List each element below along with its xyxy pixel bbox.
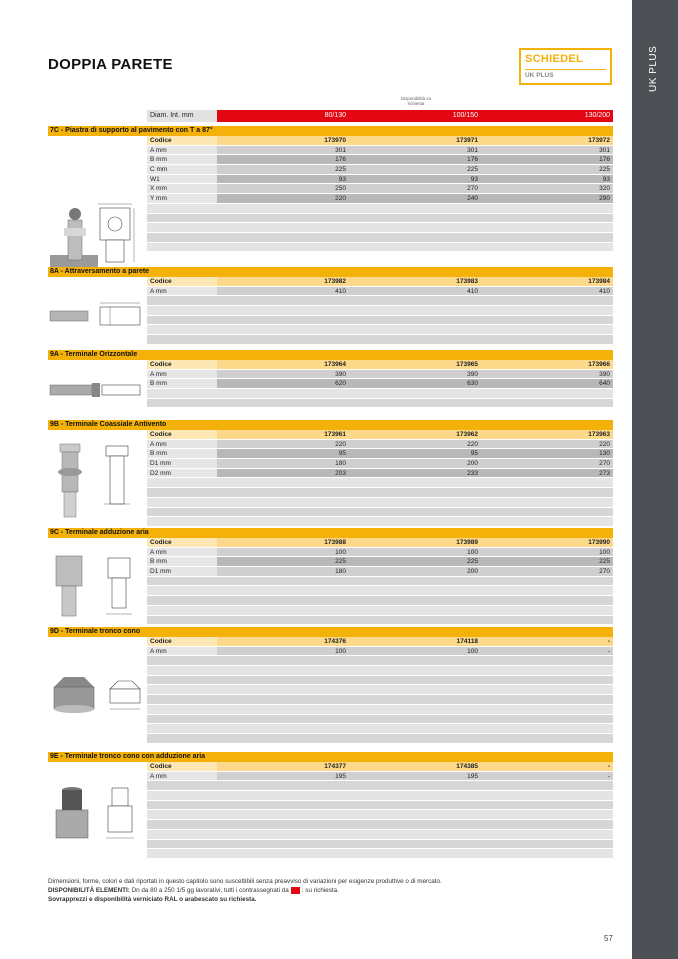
dimension-value: 301 bbox=[467, 146, 478, 154]
spec-table bbox=[147, 277, 613, 345]
code-row bbox=[147, 637, 613, 647]
code-row bbox=[147, 136, 613, 146]
empty-row bbox=[147, 616, 613, 626]
dimension-value: 225 bbox=[467, 166, 478, 174]
spec-table bbox=[147, 637, 613, 744]
dimension-value: 203 bbox=[335, 469, 346, 477]
code-label: Codice bbox=[147, 360, 217, 369]
empty-row bbox=[147, 508, 613, 518]
product-code: 173965 bbox=[456, 361, 478, 368]
empty-row bbox=[147, 695, 613, 705]
logo-brand: SCHIEDEL bbox=[525, 53, 584, 65]
product-code: 173983 bbox=[456, 278, 478, 285]
footer-notes bbox=[48, 877, 608, 904]
dimension-value: 410 bbox=[599, 287, 610, 295]
product-code: 173962 bbox=[456, 431, 478, 438]
dimension-label: C mm bbox=[147, 165, 217, 174]
table-row bbox=[147, 165, 613, 175]
section-title: 7C - Piastra di supporto al pavimento con T a 87° bbox=[48, 126, 613, 136]
dimension-value: 195 bbox=[467, 772, 478, 780]
product-section bbox=[48, 350, 613, 388]
empty-row bbox=[147, 296, 613, 306]
product-code: - bbox=[607, 638, 610, 645]
dimension-label: D1 mm bbox=[147, 567, 217, 576]
product-code: 173961 bbox=[324, 431, 346, 438]
empty-row bbox=[147, 204, 613, 214]
table-row bbox=[147, 567, 613, 577]
empty-row bbox=[147, 517, 613, 527]
empty-row bbox=[147, 498, 613, 508]
product-code: 173971 bbox=[456, 137, 478, 144]
table-row bbox=[147, 459, 613, 469]
spec-table bbox=[147, 360, 613, 408]
dimension-value: 301 bbox=[599, 146, 610, 154]
dimension-value: 225 bbox=[599, 166, 610, 174]
table-row bbox=[147, 194, 613, 204]
dimension-label: A mm bbox=[147, 647, 217, 656]
empty-row bbox=[147, 666, 613, 676]
code-label: Codice bbox=[147, 637, 217, 646]
product-code: 173982 bbox=[324, 278, 346, 285]
product-section bbox=[48, 267, 613, 295]
table-row bbox=[147, 155, 613, 165]
code-row bbox=[147, 430, 613, 440]
dimension-value: 195 bbox=[335, 772, 346, 780]
diameter-values bbox=[217, 110, 613, 122]
table-row bbox=[147, 647, 613, 657]
dimension-value: 220 bbox=[335, 440, 346, 448]
empty-row bbox=[147, 820, 613, 830]
product-code: 174376 bbox=[324, 638, 346, 645]
empty-row bbox=[147, 830, 613, 840]
dimension-value: 176 bbox=[467, 156, 478, 164]
dimension-value: 390 bbox=[599, 370, 610, 378]
empty-row bbox=[147, 478, 613, 488]
dimension-value: 100 bbox=[335, 548, 346, 556]
dimension-label: W1 bbox=[147, 175, 217, 184]
product-code: 173984 bbox=[588, 278, 610, 285]
page-number: 57 bbox=[604, 934, 613, 943]
product-code: 173963 bbox=[588, 431, 610, 438]
empty-row bbox=[147, 306, 613, 316]
product-drawing bbox=[48, 375, 146, 410]
dimension-value: 176 bbox=[599, 156, 610, 164]
product-section bbox=[48, 528, 613, 576]
product-code: 174377 bbox=[324, 763, 346, 770]
product-code: 174385 bbox=[456, 763, 478, 770]
dimension-value: 220 bbox=[599, 440, 610, 448]
spec-table bbox=[147, 762, 613, 859]
spec-table bbox=[147, 136, 613, 252]
footer-line3: Sovrapprezzi e disponibilità verniciato RAL o arabescato su richiesta. bbox=[48, 896, 257, 903]
empty-row bbox=[147, 734, 613, 744]
dimension-value: 95 bbox=[470, 450, 478, 458]
dimension-label: A mm bbox=[147, 370, 217, 379]
dimension-value: 390 bbox=[335, 370, 346, 378]
product-drawing bbox=[48, 782, 146, 857]
empty-row bbox=[147, 656, 613, 666]
empty-row bbox=[147, 243, 613, 253]
dimension-value: 95 bbox=[338, 450, 346, 458]
product-code: - bbox=[607, 763, 610, 770]
dimension-label: B mm bbox=[147, 557, 217, 566]
dimension-value: 225 bbox=[467, 558, 478, 566]
product-code: 173966 bbox=[588, 361, 610, 368]
dimension-value: 620 bbox=[335, 380, 346, 388]
empty-row bbox=[147, 840, 613, 850]
red-marker-icon bbox=[291, 887, 300, 894]
product-drawing bbox=[48, 297, 146, 342]
section-title: 8A - Attraversamento a parete bbox=[48, 267, 613, 277]
dimension-label: A mm bbox=[147, 146, 217, 155]
dimension-value: 301 bbox=[335, 146, 346, 154]
product-code: 173988 bbox=[324, 539, 346, 546]
empty-row bbox=[147, 223, 613, 233]
dimension-label: B mm bbox=[147, 449, 217, 458]
empty-row bbox=[147, 715, 613, 725]
dimension-value: 225 bbox=[335, 166, 346, 174]
table-row bbox=[147, 287, 613, 297]
dimension-value: 640 bbox=[599, 380, 610, 388]
empty-row bbox=[147, 676, 613, 686]
section-title: 9E - Terminale tronco cono con adduzione aria bbox=[48, 752, 613, 762]
empty-row bbox=[147, 389, 613, 399]
empty-row bbox=[147, 801, 613, 811]
dimension-value: 100 bbox=[467, 548, 478, 556]
dimension-value: 100 bbox=[467, 647, 478, 655]
dimension-value: 250 bbox=[335, 185, 346, 193]
dimension-value: 270 bbox=[599, 460, 610, 468]
product-section bbox=[48, 420, 613, 477]
empty-row bbox=[147, 399, 613, 409]
section-title: 9C - Terminale adduzione aria bbox=[48, 528, 613, 538]
dimension-value: 410 bbox=[467, 287, 478, 295]
empty-row bbox=[147, 335, 613, 345]
product-drawing bbox=[48, 673, 146, 728]
dimension-value: 225 bbox=[335, 558, 346, 566]
empty-row bbox=[147, 606, 613, 616]
empty-row bbox=[147, 685, 613, 695]
dimension-value: 233 bbox=[467, 469, 478, 477]
availability-note: Disponibilità su richiesta bbox=[400, 96, 432, 106]
dimension-value: 630 bbox=[467, 380, 478, 388]
empty-row bbox=[147, 488, 613, 498]
diameter-value: 80/130 bbox=[324, 112, 346, 119]
dimension-value: 320 bbox=[599, 185, 610, 193]
dimension-value: 220 bbox=[467, 440, 478, 448]
dimension-value: 100 bbox=[599, 548, 610, 556]
product-code: 173970 bbox=[324, 137, 346, 144]
empty-row bbox=[147, 724, 613, 734]
product-code: 173972 bbox=[588, 137, 610, 144]
empty-row bbox=[147, 233, 613, 243]
table-row bbox=[147, 370, 613, 380]
section-title: 9D - Terminale tronco cono bbox=[48, 627, 613, 637]
empty-row bbox=[147, 781, 613, 791]
dimension-value: 100 bbox=[335, 647, 346, 655]
dimension-value: 130 bbox=[599, 450, 610, 458]
section-title: 9A - Terminale Orizzontale bbox=[48, 350, 613, 360]
table-row bbox=[147, 469, 613, 479]
table-row bbox=[147, 548, 613, 558]
dimension-value: 273 bbox=[599, 469, 610, 477]
dimension-value: 270 bbox=[467, 185, 478, 193]
dimension-value: 220 bbox=[335, 195, 346, 203]
empty-row bbox=[147, 791, 613, 801]
table-row bbox=[147, 379, 613, 389]
diameter-label: Diam. Int. mm bbox=[147, 110, 217, 122]
spec-table bbox=[147, 430, 613, 527]
empty-row bbox=[147, 325, 613, 335]
logo-sub: UK PLUS bbox=[525, 72, 554, 79]
product-code: 173989 bbox=[456, 539, 478, 546]
dimension-label: A mm bbox=[147, 440, 217, 449]
dimension-value: 93 bbox=[602, 175, 610, 183]
table-row bbox=[147, 772, 613, 782]
dimension-value: - bbox=[607, 647, 610, 655]
dimension-value: - bbox=[607, 772, 610, 780]
dimension-value: 240 bbox=[467, 195, 478, 203]
footer-line1: Dimensioni, forme, colori e dati riportati in questo capitolo sono suscettibili senza preavviso di variazioni per esigenze produttive o di mercato. bbox=[48, 878, 442, 885]
code-label: Codice bbox=[147, 136, 217, 145]
side-band bbox=[632, 0, 678, 959]
product-drawing bbox=[48, 442, 146, 527]
dimension-label: X mm bbox=[147, 184, 217, 193]
product-section bbox=[48, 752, 613, 780]
table-row bbox=[147, 175, 613, 185]
code-row bbox=[147, 762, 613, 772]
dimension-label: D2 mm bbox=[147, 469, 217, 478]
empty-row bbox=[147, 596, 613, 606]
dimension-label: B mm bbox=[147, 155, 217, 164]
empty-row bbox=[147, 849, 613, 859]
dimension-label: B mm bbox=[147, 379, 217, 388]
table-row bbox=[147, 146, 613, 156]
dimension-value: 410 bbox=[335, 287, 346, 295]
product-section bbox=[48, 627, 613, 655]
dimension-value: 290 bbox=[599, 195, 610, 203]
dimension-value: 93 bbox=[338, 175, 346, 183]
empty-row bbox=[147, 705, 613, 715]
dimension-value: 200 bbox=[467, 460, 478, 468]
spec-table bbox=[147, 538, 613, 625]
empty-row bbox=[147, 810, 613, 820]
product-code: 173990 bbox=[588, 539, 610, 546]
table-row bbox=[147, 449, 613, 459]
dimension-label: D1 mm bbox=[147, 459, 217, 468]
empty-row bbox=[147, 214, 613, 224]
code-label: Codice bbox=[147, 762, 217, 771]
dimension-value: 390 bbox=[467, 370, 478, 378]
product-code: 174118 bbox=[456, 638, 478, 645]
dimension-value: 270 bbox=[599, 568, 610, 576]
empty-row bbox=[147, 586, 613, 596]
dimension-value: 225 bbox=[599, 558, 610, 566]
dimension-label: A mm bbox=[147, 287, 217, 296]
dimension-value: 93 bbox=[470, 175, 478, 183]
empty-row bbox=[147, 316, 613, 326]
dimension-value: 180 bbox=[335, 568, 346, 576]
code-row bbox=[147, 277, 613, 287]
dimension-value: 200 bbox=[467, 568, 478, 576]
table-row bbox=[147, 184, 613, 194]
table-row bbox=[147, 440, 613, 450]
schiedel-logo bbox=[519, 48, 612, 85]
dimension-label: A mm bbox=[147, 772, 217, 781]
code-row bbox=[147, 360, 613, 370]
code-row bbox=[147, 538, 613, 548]
diameter-value: 130/200 bbox=[584, 112, 610, 119]
dimension-value: 176 bbox=[335, 156, 346, 164]
empty-row bbox=[147, 577, 613, 587]
diameter-header bbox=[147, 110, 613, 122]
product-code: 173964 bbox=[324, 361, 346, 368]
footer-line2: DISPONIBILITÀ ELEMENTI: Dn da 80 a 250 1/5 gg lavorativi, tutti i contrassegnati da : su richiesta. bbox=[48, 887, 339, 894]
section-title: 9B - Terminale Coassiale Antivento bbox=[48, 420, 613, 430]
product-drawing bbox=[48, 548, 146, 628]
table-row bbox=[147, 557, 613, 567]
dimension-label: Y mm bbox=[147, 194, 217, 203]
code-label: Codice bbox=[147, 277, 217, 286]
page-title: DOPPIA PARETE bbox=[48, 56, 173, 73]
code-label: Codice bbox=[147, 430, 217, 439]
dimension-label: A mm bbox=[147, 548, 217, 557]
diameter-value: 100/150 bbox=[452, 112, 478, 119]
dimension-value: 180 bbox=[335, 460, 346, 468]
code-label: Codice bbox=[147, 538, 217, 547]
product-section bbox=[48, 126, 613, 203]
